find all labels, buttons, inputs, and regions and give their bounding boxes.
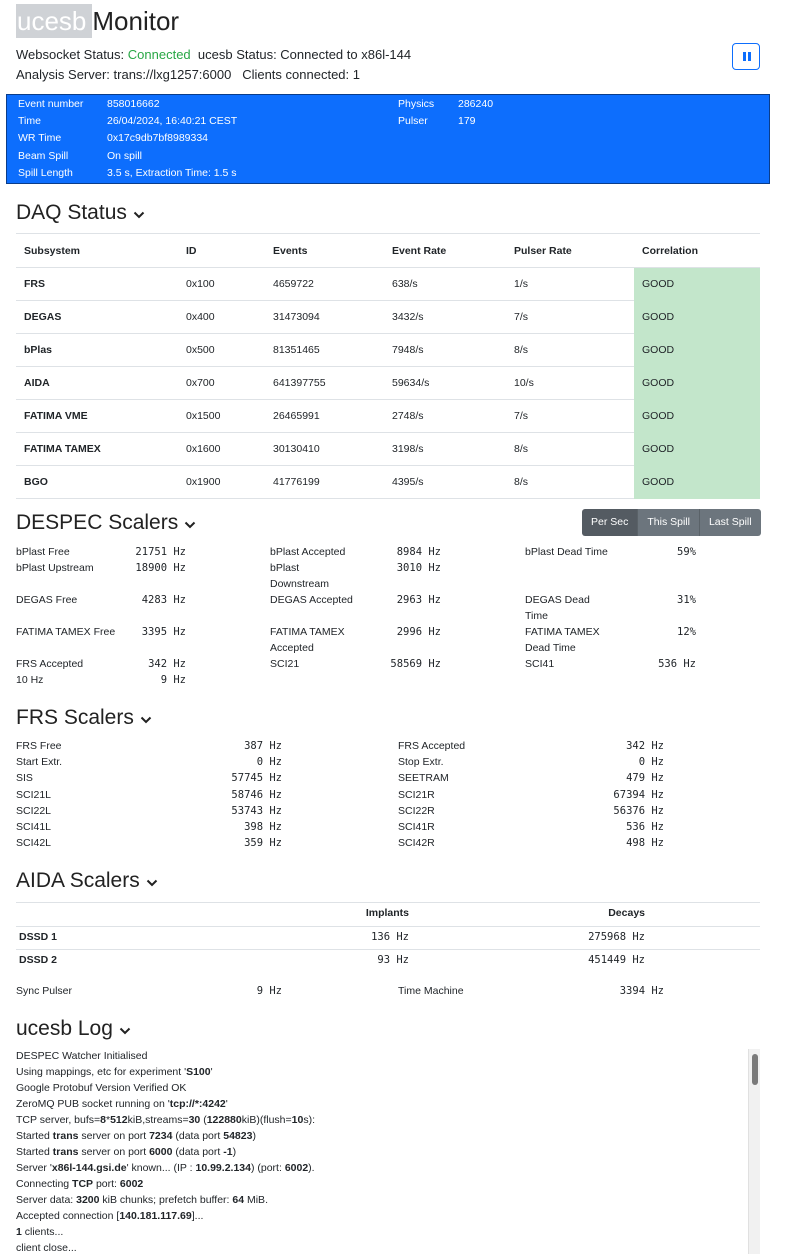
log-text: Server ' (16, 1162, 52, 1174)
log-text: Google Protobuf Version Verified OK (16, 1082, 187, 1094)
time-machine-label: Time Machine (398, 985, 464, 997)
log-text: server on port (78, 1130, 150, 1142)
scaler-label: FATIMA TAMEX Dead Time (525, 626, 600, 654)
scaler-value: 359 Hz (244, 837, 282, 850)
daq-column-header: Events (265, 234, 384, 268)
log-text: Started (16, 1130, 53, 1142)
log-text: MiB. (244, 1194, 268, 1206)
daq-cell: 7948/s (384, 334, 506, 367)
log-text: server on port (78, 1146, 150, 1158)
daq-cell: 0x1500 (178, 400, 265, 433)
correlation-badge: GOOD (634, 466, 760, 499)
chevron-down-icon (119, 1025, 131, 1037)
brand-title: Monitor (92, 6, 180, 36)
daq-cell: 59634/s (384, 367, 506, 400)
daq-cell: FRS (16, 268, 178, 301)
websocket-status-label: Websocket Status: (16, 47, 125, 62)
scaler-value: 0 Hz (638, 756, 664, 769)
log-value: 6000 (149, 1146, 173, 1158)
chevron-down-icon (184, 519, 196, 531)
log-value: 10.99.2.134 (195, 1162, 251, 1174)
daq-cell: 30130410 (265, 433, 384, 466)
daq-status-heading[interactable] (16, 200, 145, 226)
this-spill-button[interactable]: This Spill (638, 509, 700, 536)
daq-cell: 10/s (506, 367, 634, 400)
daq-table-row (16, 400, 760, 433)
log-line (16, 1160, 760, 1176)
daq-cell: 0x100 (178, 268, 265, 301)
daq-cell: 8/s (506, 433, 634, 466)
correlation-badge: GOOD (634, 334, 760, 367)
app-brand (16, 4, 179, 38)
ucesb-log-title: ucesb Log (16, 1017, 113, 1040)
log-value: tcp://*:4242 (169, 1098, 226, 1110)
scaler-label: bPlast Free (16, 546, 70, 558)
daq-cell: 26465991 (265, 400, 384, 433)
log-text: kiB)(flush= (241, 1114, 292, 1126)
aida-implants-value: 136 Hz (371, 931, 409, 943)
log-text: Connecting (16, 1178, 73, 1190)
log-text: ' (210, 1066, 213, 1078)
log-text: port: (93, 1178, 120, 1190)
daq-cell: 4395/s (384, 466, 506, 499)
log-text: DESPEC Watcher Initialised (16, 1050, 148, 1062)
aida-implants-header: Implants (365, 907, 409, 919)
log-text: ( (200, 1114, 207, 1126)
daq-status-title: DAQ Status (16, 201, 127, 224)
log-value: trans (52, 1130, 79, 1142)
log-value: 10 (291, 1114, 304, 1126)
daq-cell: AIDA (16, 367, 178, 400)
log-text: ) (252, 1130, 256, 1142)
log-text: ZeroMQ PUB socket running on ' (16, 1098, 170, 1110)
daq-cell: 41776199 (265, 466, 384, 499)
pause-button[interactable] (732, 43, 760, 70)
scaler-label: FRS Accepted (398, 740, 466, 752)
log-value: 8 (100, 1114, 106, 1126)
scaler-label: SCI22R (398, 804, 435, 817)
log-text: ) (232, 1146, 237, 1158)
daq-cell: 0x1900 (178, 466, 265, 499)
scaler-value: 0 Hz (256, 756, 282, 769)
daq-cell: 8/s (506, 334, 634, 367)
info-value: 3.5 s, Extraction Time: 1.5 s (107, 166, 237, 179)
scaler-value: 2996 Hz (396, 626, 441, 638)
log-text: Using mappings, etc for experiment ' (16, 1066, 187, 1078)
scaler-value: 53743 Hz (231, 804, 282, 817)
info-value: 179 (458, 115, 476, 128)
log-scrollbar-thumb[interactable] (752, 1054, 758, 1085)
log-value: 140.181.117.69 (119, 1210, 192, 1222)
daq-cell: 0x400 (178, 301, 265, 334)
scaler-label: SCI41L (16, 821, 52, 833)
aida-implants-value: 93 Hz (377, 954, 409, 966)
log-scrollbar[interactable] (748, 1049, 760, 1254)
daq-column-header: Event Rate (384, 234, 506, 268)
log-value: trans (52, 1146, 79, 1158)
sync-pulser-value: 9 Hz (256, 985, 282, 997)
scaler-value: 56376 Hz (613, 804, 664, 817)
daq-cell: FATIMA TAMEX (16, 433, 178, 466)
chevron-down-icon (146, 877, 158, 889)
daq-cell: 7/s (506, 400, 634, 433)
scaler-label: SCI21R (398, 788, 435, 801)
daq-column-header: Subsystem (16, 234, 178, 268)
daq-table-row (16, 301, 760, 334)
log-line (16, 1080, 760, 1096)
scaler-label: SCI41R (398, 821, 435, 833)
info-value: 26/04/2024, 16:40:21 CEST (107, 115, 238, 128)
frs-scalers-heading[interactable] (16, 705, 152, 731)
log-value: 122880 (206, 1114, 242, 1126)
scaler-value: 67394 Hz (613, 788, 664, 801)
daq-cell: 641397755 (265, 367, 384, 400)
event-info-panel (6, 94, 770, 184)
log-text: clients... (21, 1226, 64, 1238)
log-text: * (105, 1114, 111, 1126)
scaler-label: SCI42L (16, 837, 52, 850)
daq-cell: 4659722 (265, 268, 384, 301)
log-value: -1 (223, 1146, 233, 1158)
info-row (7, 165, 387, 182)
log-text: client close... (16, 1242, 77, 1254)
log-value: 512 (110, 1114, 128, 1126)
aida-row-label: DSSD 1 (19, 931, 57, 943)
scaler-value: 536 Hz (626, 821, 664, 833)
log-line (16, 1096, 760, 1112)
log-text: (data port (172, 1130, 224, 1142)
daq-column-header: ID (178, 234, 265, 268)
daq-cell: 1/s (506, 268, 634, 301)
log-text: ' known... (IP : (126, 1162, 196, 1174)
scaler-value: 387 Hz (244, 740, 282, 752)
daq-cell: 31473094 (265, 301, 384, 334)
scaler-value: 4283 Hz (141, 594, 186, 606)
log-text: (data port (172, 1146, 224, 1158)
daq-cell: 638/s (384, 268, 506, 301)
log-text: Accepted connection [ (16, 1210, 120, 1222)
scaler-label: bPlast Accepted (270, 546, 346, 558)
daq-cell: 8/s (506, 466, 634, 499)
aida-scalers-heading[interactable] (16, 868, 158, 894)
scaler-label: SCI42R (398, 837, 435, 850)
scaler-value: 58746 Hz (231, 788, 282, 801)
log-value: 64 (232, 1194, 245, 1206)
info-label: Event number (18, 98, 84, 110)
info-value: On spill (107, 149, 143, 162)
info-row (7, 148, 387, 165)
log-value: 6002 (284, 1162, 309, 1174)
info-value: 858016662 (107, 98, 160, 110)
scaler-label: FATIMA TAMEX Accepted (270, 626, 345, 654)
scaler-value: 58569 Hz (390, 658, 441, 670)
scaler-value: 536 Hz (658, 658, 696, 670)
log-text: s): (303, 1114, 315, 1126)
log-line (16, 1240, 760, 1254)
log-value: 7234 (149, 1130, 173, 1142)
scaler-label: FRS Accepted (16, 658, 84, 670)
ucesb-status: ucesb Status: Connected to x86l-144 (197, 47, 412, 62)
log-line (16, 1048, 760, 1064)
last-spill-button[interactable]: Last Spill (700, 509, 761, 536)
scaler-value: 498 Hz (626, 837, 664, 850)
scaler-value: 342 Hz (626, 740, 664, 752)
log-line (16, 1064, 760, 1080)
info-value: 286240 (458, 98, 494, 110)
frs-scalers-title: FRS Scalers (16, 706, 134, 729)
scaler-label: 10 Hz (16, 674, 44, 686)
chevron-down-icon (133, 209, 145, 221)
correlation-badge: GOOD (634, 268, 760, 301)
clients-connected: Clients connected: 1 (242, 67, 360, 82)
log-text: TCP server, bufs= (16, 1114, 101, 1126)
scaler-value: 342 Hz (148, 658, 186, 670)
log-value: x86l-144.gsi.de (51, 1162, 127, 1174)
scaler-label: SIS (16, 772, 33, 785)
scaler-value: 9 Hz (160, 674, 186, 686)
scaler-label: SEETRAM (398, 772, 449, 785)
aida-decays-value: 275968 Hz (588, 931, 645, 943)
connection-status (16, 46, 411, 64)
scaler-value: 12% (677, 626, 696, 638)
aida-decays-value: 451449 Hz (588, 954, 645, 966)
log-text: ' (225, 1098, 228, 1110)
daq-cell: FATIMA VME (16, 400, 178, 433)
scaler-label: DEGAS Accepted (270, 594, 353, 606)
time-machine-value: 3394 Hz (619, 985, 664, 997)
daq-table-row (16, 334, 760, 367)
daq-cell: 3432/s (384, 301, 506, 334)
sync-pulser-label: Sync Pulser (16, 985, 73, 997)
daq-status-table (16, 233, 760, 499)
correlation-badge: GOOD (634, 301, 760, 334)
scaler-value: 31% (677, 594, 696, 606)
log-value: 6002 (119, 1178, 144, 1190)
scaler-value: 3395 Hz (141, 626, 186, 638)
aida-decays-header: Decays (608, 907, 645, 919)
log-text: kiB chunks; prefetch buffer: (99, 1194, 233, 1206)
brand-highlight: ucesb (16, 4, 92, 38)
scaler-mode-toggle (582, 509, 761, 536)
log-text: ) (port: (250, 1162, 285, 1174)
scaler-label: bPlast Dead Time (525, 546, 608, 558)
aida-scalers-title: AIDA Scalers (16, 869, 140, 892)
daq-cell: bPlas (16, 334, 178, 367)
daq-column-header: Pulser Rate (506, 234, 634, 268)
daq-cell: 0x1600 (178, 433, 265, 466)
scaler-label: FRS Free (16, 740, 62, 752)
scaler-value: 398 Hz (244, 821, 282, 833)
info-row (7, 96, 767, 113)
correlation-badge: GOOD (634, 367, 760, 400)
log-text: ). (308, 1162, 315, 1174)
daq-cell: 7/s (506, 301, 634, 334)
log-line (16, 1224, 760, 1240)
daq-cell: 0x700 (178, 367, 265, 400)
scaler-label: DEGAS Free (16, 594, 78, 606)
info-value: 0x17c9db7bf8989334 (107, 132, 209, 145)
log-line (16, 1176, 760, 1192)
scaler-label: DEGAS Dead Time (525, 594, 590, 622)
scaler-label: Start Extr. (16, 756, 63, 769)
info-label: Time (18, 115, 41, 128)
scaler-value: 2963 Hz (396, 594, 441, 606)
daq-cell: 3198/s (384, 433, 506, 466)
daq-cell: BGO (16, 466, 178, 499)
per-sec-button[interactable]: Per Sec (582, 509, 638, 536)
log-line (16, 1112, 760, 1128)
log-text: Server data: (16, 1194, 77, 1206)
websocket-status-value: Connected (127, 47, 191, 62)
log-value: TCP (72, 1178, 94, 1190)
scaler-value: 21751 Hz (135, 546, 186, 558)
scaler-value: 479 Hz (626, 772, 664, 785)
daq-table-row (16, 268, 760, 301)
info-label: Beam Spill (18, 149, 69, 162)
scaler-label: Stop Extr. (398, 756, 444, 769)
log-text: Started (16, 1146, 53, 1158)
scaler-label: SCI21 (270, 658, 300, 670)
info-row (7, 130, 387, 147)
daq-table-row (16, 466, 760, 499)
info-label: Spill Length (18, 166, 73, 179)
scaler-label: SCI22L (16, 804, 52, 817)
scaler-label: SCI21L (16, 788, 52, 801)
despec-scalers-heading[interactable] (16, 510, 196, 536)
info-label: WR Time (18, 132, 62, 145)
scaler-label: SCI41 (525, 658, 555, 670)
daq-cell: 2748/s (384, 400, 506, 433)
daq-column-header: Correlation (634, 234, 760, 268)
daq-cell: DEGAS (16, 301, 178, 334)
scaler-value: 59% (677, 546, 696, 558)
log-line (16, 1128, 760, 1144)
log-line (16, 1144, 760, 1160)
daq-table-row (16, 433, 760, 466)
log-value: 1 (16, 1226, 22, 1238)
despec-scalers-title: DESPEC Scalers (16, 511, 179, 534)
log-value: 3200 (76, 1194, 100, 1206)
info-row (7, 113, 767, 130)
log-value: 30 (188, 1114, 201, 1126)
log-text: kiB,streams= (127, 1114, 189, 1126)
scaler-value: 3010 Hz (396, 562, 441, 574)
scaler-label: bPlast Upstream (16, 562, 94, 574)
info-label: Physics (398, 98, 435, 110)
daq-table-row (16, 367, 760, 400)
ucesb-log-heading[interactable] (16, 1016, 131, 1042)
scaler-value: 18900 Hz (135, 562, 186, 574)
log-line (16, 1192, 760, 1208)
scaler-label: bPlast Downstream (270, 562, 329, 590)
aida-row-label: DSSD 2 (19, 954, 57, 966)
chevron-down-icon (140, 714, 152, 726)
analysis-server: Analysis Server: trans://lxg1257:6000 (16, 67, 232, 82)
log-line (16, 1208, 760, 1224)
scaler-value: 8984 Hz (396, 546, 441, 558)
log-value: 54823 (223, 1130, 253, 1142)
info-label: Pulser (398, 115, 428, 128)
correlation-badge: GOOD (634, 400, 760, 433)
log-value: S100 (186, 1066, 211, 1078)
ucesb-log (16, 1048, 760, 1254)
analysis-status (16, 66, 360, 84)
scaler-value: 57745 Hz (231, 772, 282, 785)
daq-cell: 81351465 (265, 334, 384, 367)
scaler-label: FATIMA TAMEX Free (16, 626, 116, 638)
correlation-badge: GOOD (634, 433, 760, 466)
log-text: ]... (191, 1210, 204, 1222)
daq-cell: 0x500 (178, 334, 265, 367)
